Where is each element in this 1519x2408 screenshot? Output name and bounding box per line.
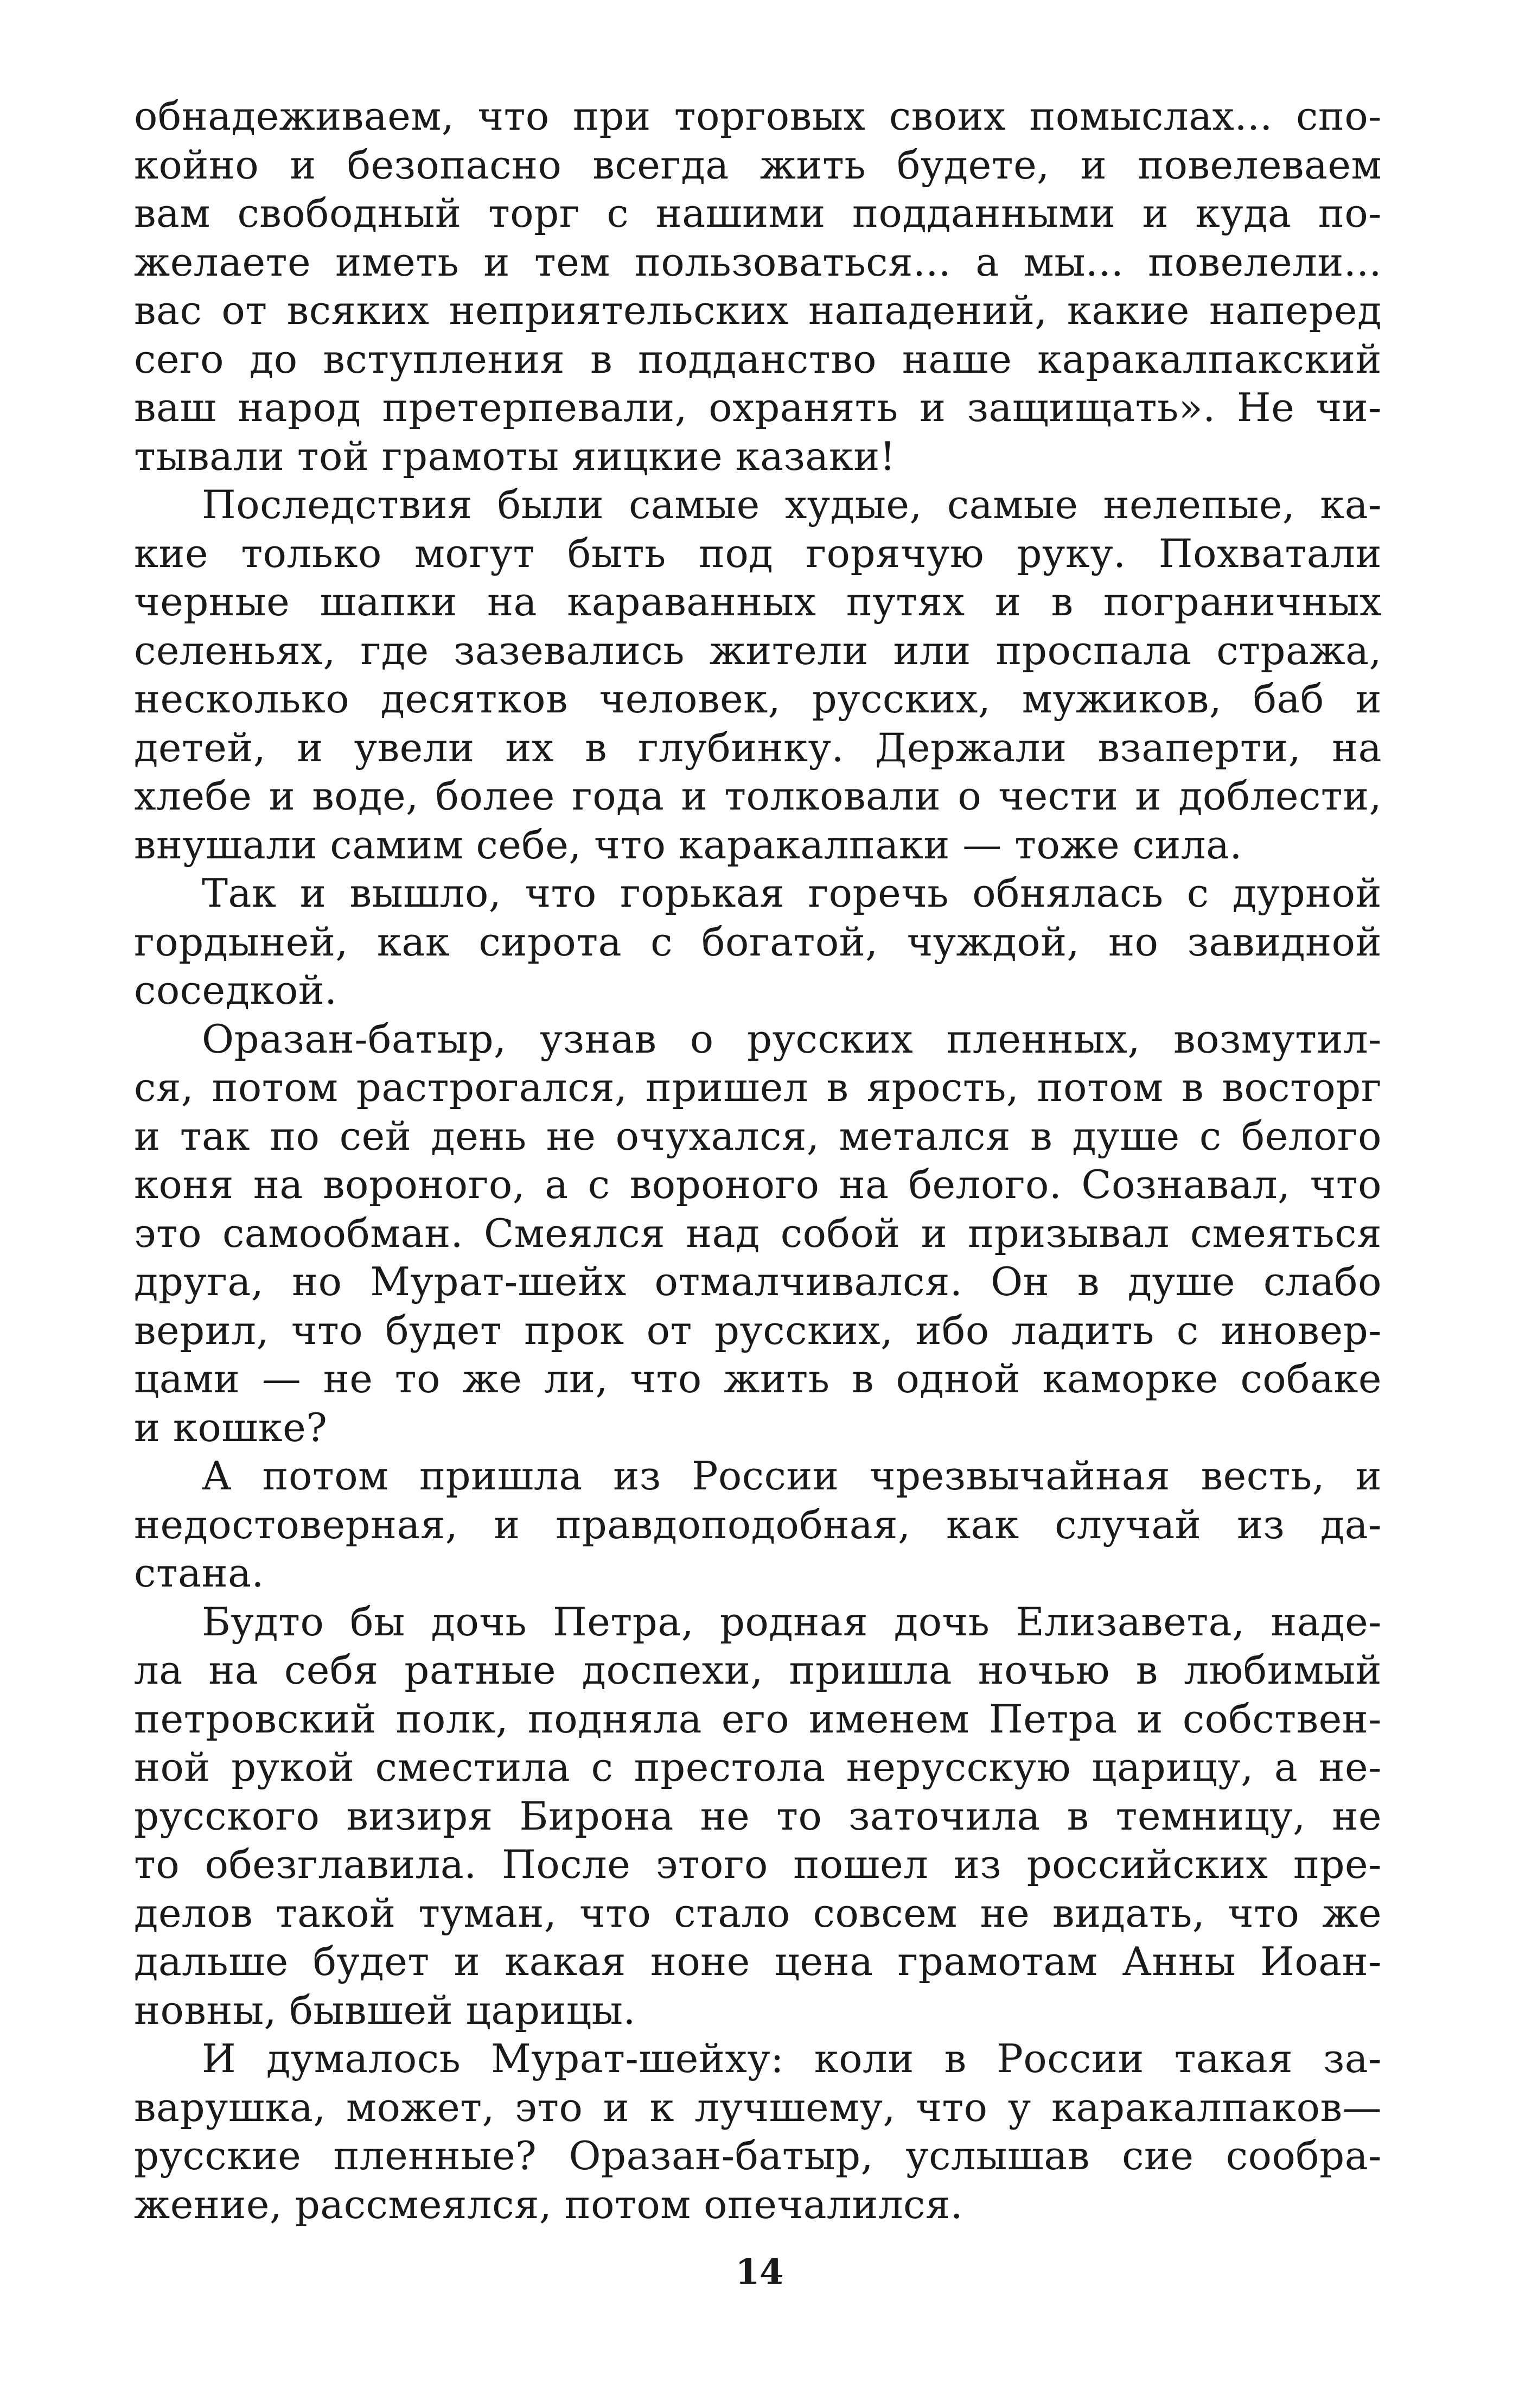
text-line: и кошке? bbox=[134, 1404, 328, 1450]
text-line: петровский полк, подняла его именем Петра и собствен- bbox=[134, 1696, 1382, 1742]
text-line: русские пленные? Оразан-батыр, услышав сие сообра- bbox=[134, 2133, 1382, 2178]
text-line: делов такой туман, что стало совсем не видать, что же bbox=[134, 1890, 1382, 1936]
text-line: это самообман. Смеялся над собой и призывал смеяться bbox=[134, 1210, 1382, 1256]
text-line: Оразан-батыр, узнав о русских пленных, возмутил- bbox=[202, 1016, 1382, 1062]
paragraph-1 bbox=[134, 92, 1382, 481]
text-line: Так и вышло, что горькая горечь обнялась с дурной bbox=[202, 870, 1382, 916]
text-line: недостоверная, и правдоподобная, как случай из да- bbox=[134, 1501, 1382, 1547]
text-line: ся, потом растрогался, пришел в ярость, потом в восторг bbox=[134, 1065, 1382, 1110]
text-line: дальше будет и какая ноне цена грамотам Анны Иоан- bbox=[134, 1939, 1382, 1984]
text-line: тывали той грамоты яицкие казаки! bbox=[134, 433, 896, 479]
text-line: жение, рассмеялся, потом опечалился. bbox=[134, 2181, 963, 2227]
text-line: коня на вороного, а с вороного на белого. Сознавал, что bbox=[134, 1162, 1382, 1207]
text-line: кие только могут быть под горячую руку. Похватали bbox=[134, 530, 1382, 576]
text-line: вам свободный торг с нашими подданными и куда по- bbox=[134, 190, 1382, 236]
text-line: койно и безопасно всегда жить будете, и повелеваем bbox=[134, 142, 1382, 188]
text-line: обнадеживаем, что при торговых своих помыслах... спо- bbox=[134, 93, 1382, 139]
page-number: 14 bbox=[735, 2252, 784, 2292]
text-line: соседкой. bbox=[134, 967, 337, 1013]
text-line: варушка, может, это и к лучшему, что у каракалпаков— bbox=[134, 2084, 1382, 2130]
text-line: друга, но Мурат-шейх отмалчивался. Он в душе слабо bbox=[134, 1259, 1382, 1304]
text-line: ваш народ претерпевали, охранять и защищать». Не чи- bbox=[134, 385, 1382, 430]
text-line: детей, и увели их в глубинку. Держали взаперти, на bbox=[134, 724, 1382, 770]
page-body bbox=[134, 92, 1382, 2229]
paragraph-3 bbox=[134, 869, 1382, 1015]
paragraph-2 bbox=[134, 481, 1382, 869]
paragraph-6 bbox=[134, 1598, 1382, 2035]
text-line: ла на себя ратные доспехи, пришла ночью в любимый bbox=[134, 1647, 1382, 1693]
text-line: желаете иметь и тем пользоваться... а мы... повелели... bbox=[134, 239, 1382, 285]
text-line: ной рукой сместила с престола нерусскую царицу, а не- bbox=[134, 1744, 1382, 1790]
text-line: несколько десятков человек, русских, мужиков, баб и bbox=[134, 676, 1382, 722]
text-line: цами — не то же ли, что жить в одной каморке собаке bbox=[134, 1356, 1382, 1402]
text-line: Последствия были самые худые, самые нелепые, ка- bbox=[202, 482, 1382, 527]
text-line: сего до вступления в подданство наше каракалпакский bbox=[134, 336, 1382, 382]
text-line: селеньях, где зазевались жители или проспала стража, bbox=[134, 627, 1382, 673]
text-line: то обезглавила. После этого пошел из российских пре- bbox=[134, 1842, 1382, 1887]
text-line: Будто бы дочь Петра, родная дочь Елизавета, наде- bbox=[202, 1598, 1382, 1645]
text-line: верил, что будет прок от русских, ибо ладить с иновер- bbox=[134, 1307, 1382, 1353]
text-line: стана. bbox=[134, 1550, 264, 1596]
text-line: гордыней, как сирота с богатой, чуждой, но завидной bbox=[134, 919, 1382, 965]
text-line: русского визиря Бирона не то заточила в темницу, не bbox=[134, 1793, 1382, 1839]
text-line: внушали самим себе, что каракалпаки — тоже сила. bbox=[134, 821, 1242, 868]
text-line: черные шапки на караванных путях и в пограничных bbox=[134, 579, 1382, 625]
paragraph-4 bbox=[134, 1015, 1382, 1453]
text-line: И думалось Мурат-шейху: коли в России такая за- bbox=[202, 2036, 1382, 2081]
paragraph-5 bbox=[134, 1452, 1382, 1598]
text-line: и так по сей день не очухался, метался в душе с белого bbox=[134, 1113, 1382, 1159]
paragraph-7 bbox=[134, 2035, 1382, 2229]
text-line: хлебе и воде, более года и толковали о чести и доблести, bbox=[134, 773, 1382, 819]
text-line: А потом пришла из России чрезвычайная весть, и bbox=[202, 1453, 1382, 1499]
text-line: новны, бывшей царицы. bbox=[134, 1987, 636, 2033]
text-line: вас от всяких неприятельских нападений, какие наперед bbox=[134, 288, 1382, 333]
